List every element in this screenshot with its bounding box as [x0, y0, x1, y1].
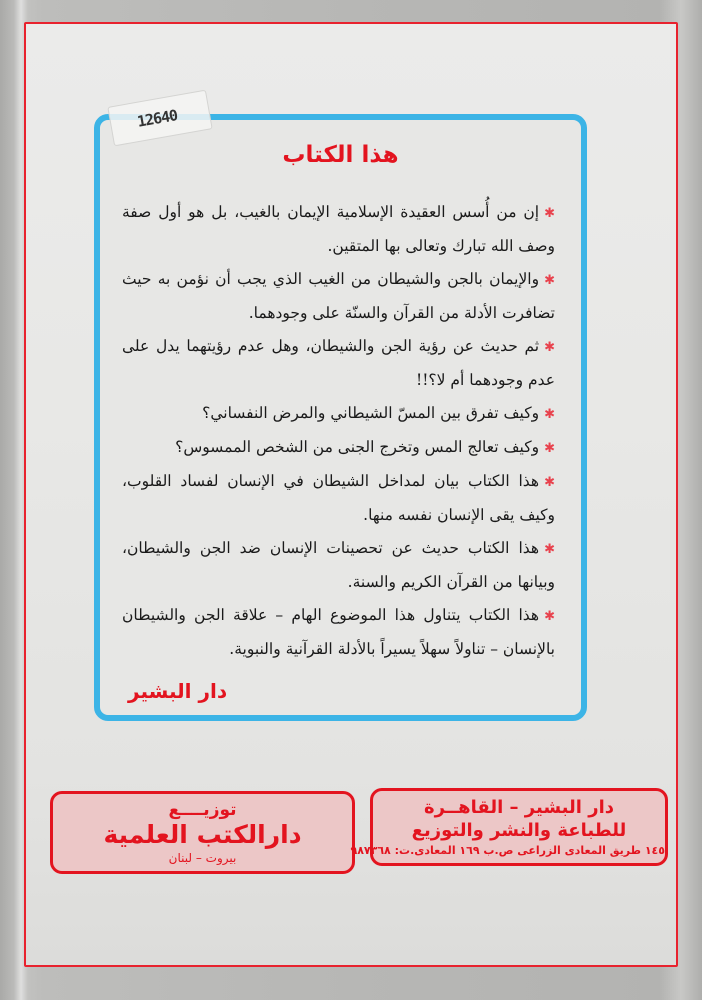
- paragraph: ✱وكيف تفرق بين المسّ الشيطاني والمرض النفساني؟: [202, 404, 555, 422]
- distributor-location: بيروت – لبنان: [168, 851, 237, 865]
- paragraph: ✱هذا الكتاب بيان لمداخل الشيطان في الإنسان لفساد القلوب، وكيف يقى الإنسان نفسه منها.: [122, 472, 555, 524]
- paragraph: ✱ثم حديث عن رؤية الجن والشيطان، وهل عدم رؤيتهما يدل على عدم وجودهما أم لا؟!!: [122, 337, 555, 389]
- paragraph: ✱هذا الكتاب يتناول هذا الموضوع الهام – علاقة الجن والشيطان بالإنسان – تناولاً سهلاً يسيراً بالأدلة القرآنية والنبوية.: [122, 606, 555, 658]
- about-book-title: هذا الكتاب: [282, 142, 399, 168]
- publisher-name: دار البشير – القاهــرة: [424, 797, 614, 818]
- paragraph: ✱إن من أُسس العقيدة الإسلامية الإيمان بالغيب، بل هو أول صفة وصف الله تبارك وتعالى بها المتقين.: [122, 203, 555, 255]
- asterisk-icon: ✱: [544, 475, 555, 490]
- distributor-label: [50, 791, 355, 874]
- asterisk-icon: ✱: [544, 206, 555, 221]
- distributor-name: دارالكتب العلمية: [103, 820, 302, 849]
- distributor-heading: توزيــــع: [168, 800, 237, 820]
- publisher-tagline: للطباعة والنشر والتوزيع: [411, 820, 627, 841]
- asterisk-icon: ✱: [544, 441, 555, 456]
- asterisk-icon: ✱: [544, 273, 555, 288]
- about-book-box: [94, 114, 587, 721]
- publisher-label: [350, 788, 668, 866]
- about-book-body: [122, 196, 555, 666]
- publisher-signature: دار البشير: [128, 679, 228, 703]
- paragraph: ✱والإيمان بالجن والشيطان من الغيب الذي يجب أن نؤمن به حيث تضافرت الأدلة من القرآن والسنّة على وجودهما.: [122, 270, 555, 322]
- asterisk-icon: ✱: [544, 340, 555, 355]
- paragraph: ✱وكيف تعالج المس وتخرج الجنى من الشخص الممسوس؟: [175, 438, 555, 456]
- paragraph: ✱هذا الكتاب حديث عن تحصينات الإنسان ضد الجن والشيطان، وبيانها من القرآن الكريم والسنة.: [122, 539, 555, 591]
- asterisk-icon: ✱: [544, 542, 555, 557]
- publisher-address: ١٤٥ طريق المعادى الزراعى ص.ب ١٦٩ المعادى.ت: ٩٨٧٣٦٨: [350, 844, 665, 857]
- price-sticker: 12640: [107, 90, 212, 147]
- asterisk-icon: ✱: [544, 407, 555, 422]
- asterisk-icon: ✱: [544, 609, 555, 624]
